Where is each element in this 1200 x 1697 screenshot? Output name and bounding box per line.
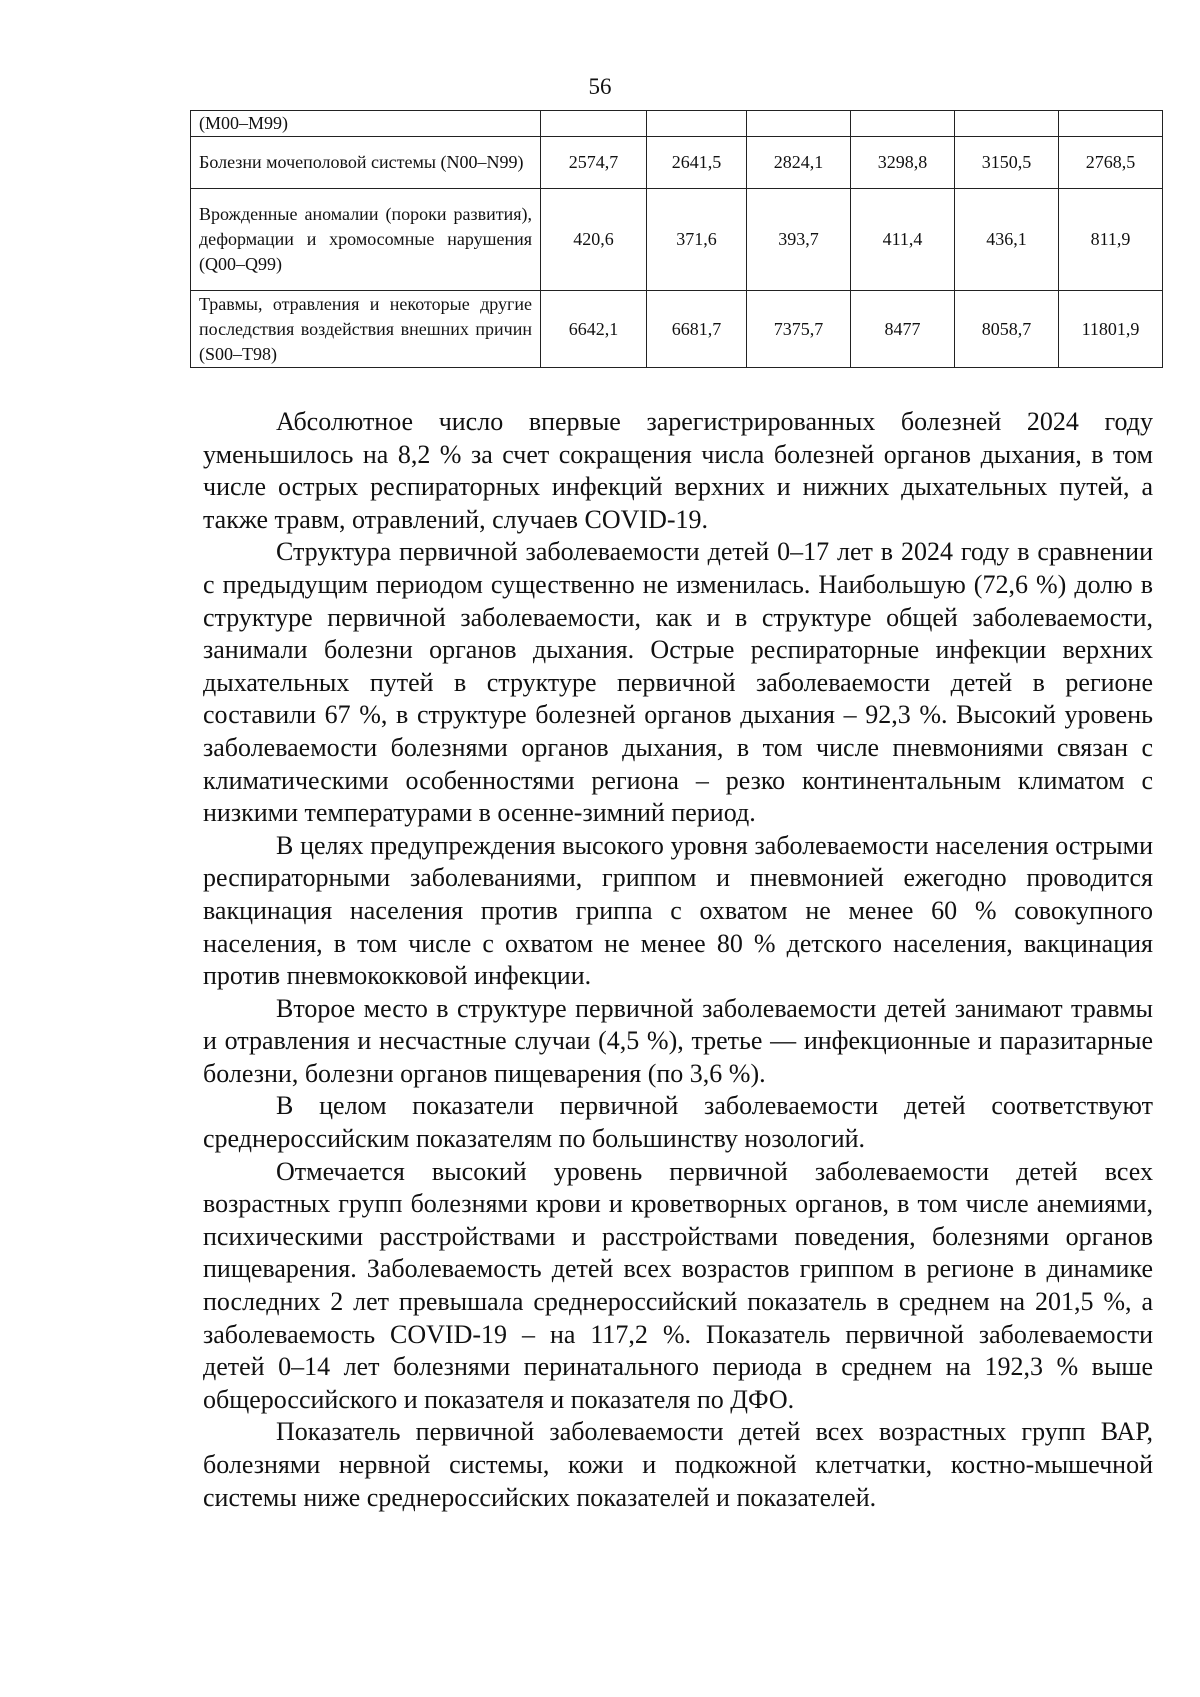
table-cell: 6642,1 [541, 291, 647, 368]
table-cell [647, 111, 747, 137]
table-cell: 3298,8 [851, 137, 955, 189]
paragraph: Отмечается высокий уровень первичной заболеваемости детей всех возрастных групп болезнями крови и кроветворных органов, в том числе анемиями, психическими расстройствами и расстройствами поведения, болезнями органов пищеварения. Заболеваемость детей всех возрастов гриппом в регионе в динамике последних 2 лет превышала среднероссийский показатель в среднем на 201,5 %, а заболеваемость COVID-19 – на 117,2 %. Показатель первичной заболеваемости детей 0–14 лет болезнями перинатального периода в среднем на 192,3 % выше общероссийского и показателя и показателя по ДФО. [203, 1156, 1153, 1414]
table-row [191, 137, 1163, 189]
page-number: 56 [588, 74, 612, 99]
table-cell: 8477 [851, 291, 955, 368]
table-cell [541, 111, 647, 137]
morbidity-table [190, 110, 1163, 368]
table-cell [955, 111, 1059, 137]
row-name: Болезни мочеполовой системы (N00–N99) [191, 137, 541, 189]
row-name: Врожденные аномалии (пороки развития), деформации и хромосомные нарушения (Q00–Q99) [191, 189, 541, 291]
table-cell: 371,6 [647, 189, 747, 291]
table-cell: 811,9 [1059, 189, 1163, 291]
paragraph: В целях предупреждения высокого уровня заболеваемости населения острыми респираторными заболеваниями, гриппом и пневмонией ежегодно проводится вакцинация населения против гриппа с охватом не менее 60 % совокупного населения, в том числе с охватом не менее 80 % детского населения, вакцинация против пневмококковой инфекции. [203, 830, 1153, 991]
table-cell: 393,7 [747, 189, 851, 291]
table-cell: 436,1 [955, 189, 1059, 291]
table-cell: 2641,5 [647, 137, 747, 189]
paragraph: Абсолютное число впервые зарегистрированных болезней 2024 году уменьшилось на 8,2 % за счет сокращения числа болезней органов дыхания, в том числе острых респираторных инфекций верхних и нижних дыхательных путей, а также травм, отравлений, случаев COVID-19. [203, 407, 1153, 534]
table-cell [851, 111, 955, 137]
table-cell: 2574,7 [541, 137, 647, 189]
table-cell: 11801,9 [1059, 291, 1163, 368]
table-cell [747, 111, 851, 137]
table-cell [1059, 111, 1163, 137]
table-cell: 411,4 [851, 189, 955, 291]
table-cell: 6681,7 [647, 291, 747, 368]
table-row [191, 291, 1163, 368]
paragraph: В целом показатели первичной заболеваемости детей соответствуют среднероссийским показателям по большинству нозологий. [203, 1091, 1153, 1154]
table-row [191, 111, 1163, 137]
paragraph: Структура первичной заболеваемости детей 0–17 лет в 2024 году в сравнении с предыдущим периодом существенно не изменилась. Наибольшую (72,6 %) долю в структуре первичной заболеваемости, как и в структуре общей заболеваемости, занимали болезни органов дыхания. Острые респираторные инфекции верхних дыхательных путей в структуре первичной заболеваемости детей в регионе составили 67 %, в структуре болезней органов дыхания – 92,3 %. Высокий уровень заболеваемости болезнями органов дыхания, в том числе пневмониями связан с климатическими особенностями региона – резко континентальным климатом с низкими температурами в осенне-зимний период. [203, 537, 1153, 828]
table-cell: 7375,7 [747, 291, 851, 368]
table-cell: 420,6 [541, 189, 647, 291]
body-text [203, 406, 1153, 1514]
row-name: Травмы, отравления и некоторые другие последствия воздействия внешних причин (S00–T98) [191, 291, 541, 368]
paragraph: Второе место в структуре первичной заболеваемости детей занимают травмы и отравления и несчастные случаи (4,5 %), третье — инфекционные и паразитарные болезни, болезни органов пищеварения (по 3,6 %). [203, 993, 1153, 1088]
table-cell: 2768,5 [1059, 137, 1163, 189]
table-cell: 3150,5 [955, 137, 1059, 189]
table-cell: 2824,1 [747, 137, 851, 189]
table-cell: 8058,7 [955, 291, 1059, 368]
row-name: (M00–M99) [191, 111, 541, 137]
table-row [191, 189, 1163, 291]
paragraph: Показатель первичной заболеваемости детей всех возрастных групп ВАР, болезнями нервной системы, кожи и подкожной клетчатки, костно-мышечной системы ниже среднероссийских показателей и показателей. [203, 1417, 1153, 1512]
